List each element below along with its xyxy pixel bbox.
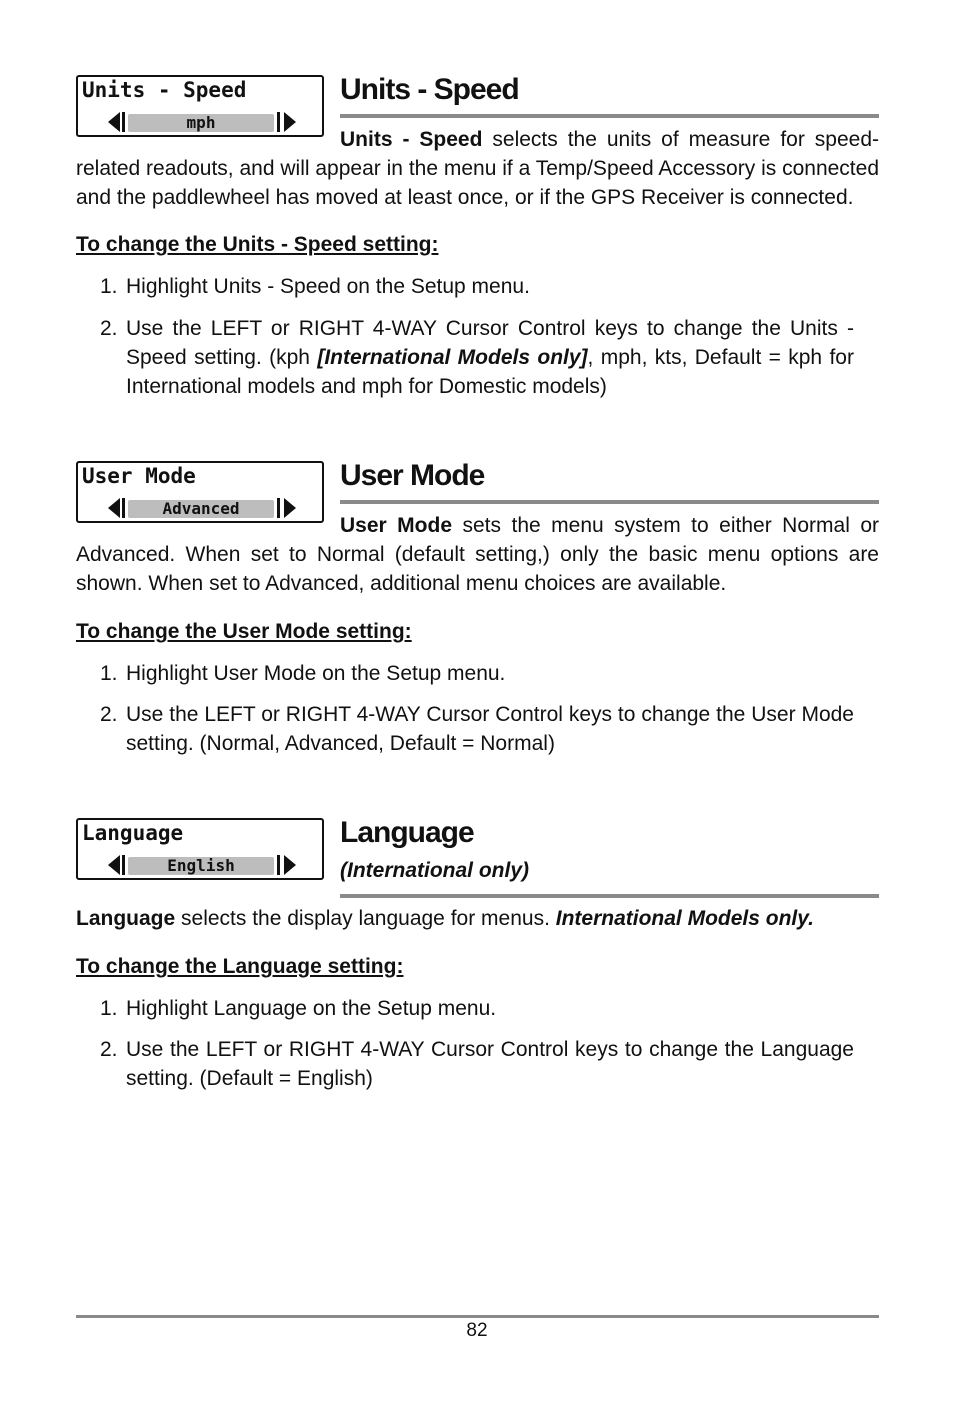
step-text: Use the LEFT or RIGHT 4-WAY Cursor Control keys to change the Language setting. (Default = English) [126, 1038, 854, 1090]
step-number: 2. [100, 317, 118, 340]
section-description [76, 511, 879, 598]
step-text [126, 314, 854, 401]
description-emphasis: International Models only. [555, 907, 814, 930]
description-text: selects the units of measure for speed-related readouts, and will appear in the menu if a Temp/Speed Accessory is connected and the paddlewheel has moved at least once, or if the GPS Receiver is connected. [76, 128, 879, 209]
instruction-step [100, 314, 854, 401]
menu-value: English [128, 857, 274, 875]
instruction-step [100, 1035, 854, 1093]
description-text: selects the display language for menus. [175, 907, 556, 930]
divider [277, 855, 280, 875]
heading-rule [340, 114, 879, 118]
section-description [76, 125, 879, 212]
step-text: Use the LEFT or RIGHT 4-WAY Cursor Control keys to change the User Mode setting. (Normal, Advanced, Default = Normal) [126, 703, 854, 755]
instructions-heading: To change the Language setting: [76, 955, 404, 978]
step-number: 2. [100, 703, 118, 726]
menu-title: Language [82, 821, 184, 845]
description-lead: Language [76, 907, 176, 930]
description-lead: Units - Speed [340, 128, 483, 151]
instructions-heading: To change the User Mode setting: [76, 620, 412, 643]
section-heading: User Mode [340, 459, 485, 492]
step-number: 1. [100, 997, 118, 1020]
left-arrow-icon [108, 855, 120, 875]
heading-rule [340, 500, 879, 504]
step-text-part: , mph, kts, Default = kph for International models and mph for Domestic models) [126, 346, 854, 398]
step-number: 1. [100, 275, 118, 298]
section-subheading: (International only) [340, 859, 529, 882]
step-text: Highlight User Mode on the Setup menu. [126, 662, 506, 685]
language-menu-widget [76, 818, 324, 880]
instruction-step [100, 272, 854, 301]
menu-value: mph [128, 114, 274, 132]
step-text-part: Use the LEFT or RIGHT 4-WAY Cursor Control keys to change the Units - Speed setting. (kph [126, 317, 854, 369]
page-number: 82 [466, 1320, 488, 1341]
description-text: sets the menu system to either Normal or Advanced. When set to Normal (default setting,) only the basic menu options are shown. When set to Advanced, additional menu choices are available. [76, 514, 880, 595]
right-arrow-icon [284, 855, 296, 875]
section-heading: Units - Speed [340, 73, 519, 106]
section-description [76, 904, 879, 933]
instruction-step [100, 700, 854, 758]
step-text: Highlight Language on the Setup menu. [126, 997, 497, 1020]
footer-rule [76, 1315, 879, 1318]
step-number: 2. [100, 1038, 118, 1061]
divider [122, 855, 125, 875]
description-lead: User Mode [340, 514, 453, 537]
menu-title: Units - Speed [82, 78, 247, 102]
instructions-heading: To change the Units - Speed setting: [76, 233, 439, 256]
menu-title: User Mode [82, 464, 196, 488]
instruction-step [100, 659, 854, 688]
step-text: Highlight Units - Speed on the Setup menu. [126, 275, 530, 298]
instruction-step [100, 994, 854, 1023]
heading-rule [340, 894, 879, 898]
step-number: 1. [100, 662, 118, 685]
step-emphasis: [International Models only] [317, 346, 588, 369]
menu-value: Advanced [128, 500, 274, 518]
section-heading: Language [340, 816, 474, 849]
